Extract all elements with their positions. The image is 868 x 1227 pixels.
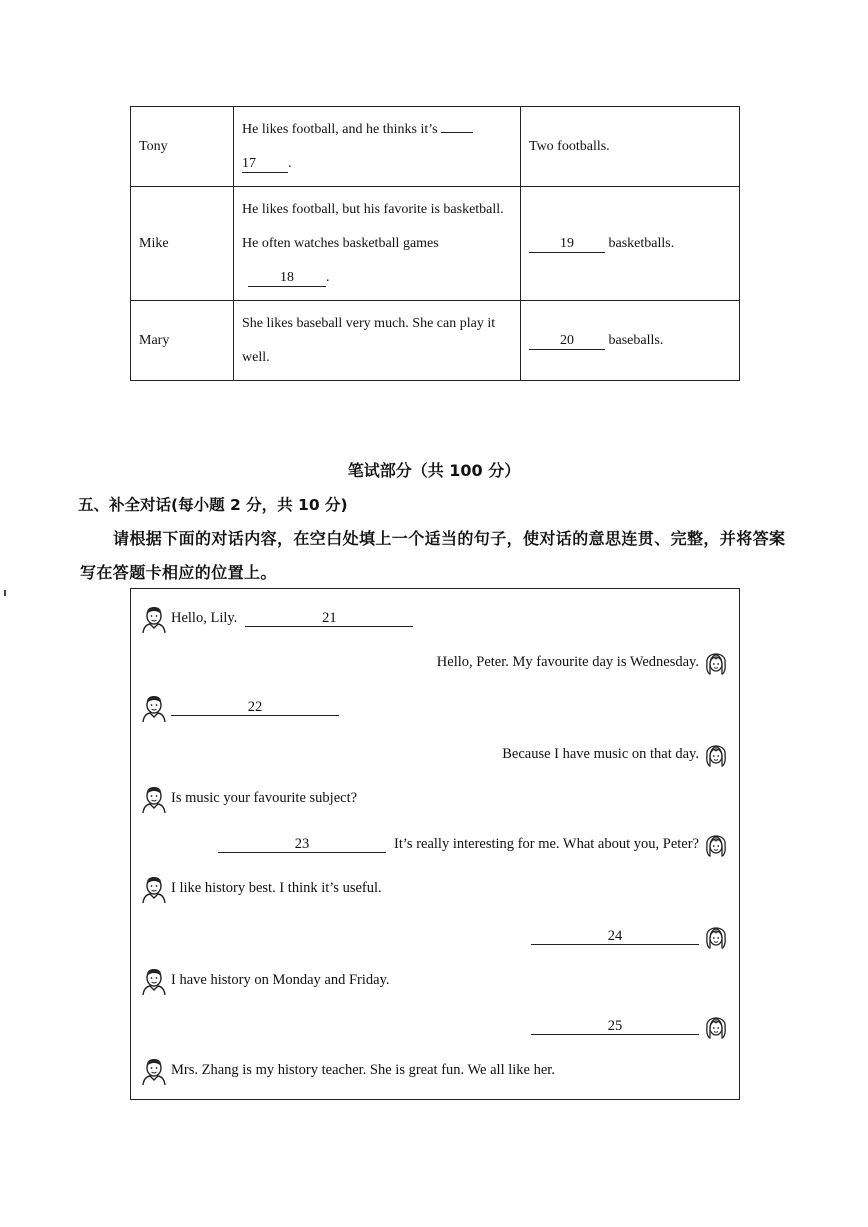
description-cell: She likes baseball very much. She can play it well. <box>234 301 521 381</box>
table-row <box>131 301 740 381</box>
answer-cell <box>521 301 740 381</box>
dialog-line-boy <box>141 873 382 903</box>
table-row <box>131 187 740 301</box>
dialog-text: I like history best. I think it’s useful. <box>171 879 382 896</box>
dialog-line-boy <box>141 783 357 813</box>
boy-face-icon <box>141 783 167 813</box>
boy-face-icon <box>141 603 167 633</box>
dialog-text: Is music your favourite subject? <box>171 789 358 806</box>
dialog-text: Because I have music on that day. <box>502 745 699 762</box>
boy-face-icon <box>141 692 167 722</box>
dialog-text: It’s really interesting for me. What about you, Peter? <box>394 835 699 852</box>
name-cell: Tony <box>131 107 234 187</box>
description-end: . <box>288 155 292 171</box>
girl-face-icon <box>703 647 729 677</box>
dialog-box <box>130 588 740 1100</box>
instructions: 请根据下面的对话内容，在空白处填上一个适当的句子，使对话的意思连贯、完整，并将答案写在答题卡相应的位置上。 <box>80 529 786 582</box>
description-cell <box>234 107 521 187</box>
answer-blank-number: 20 <box>529 333 605 350</box>
dialog-line-boy <box>141 603 413 633</box>
answer-blank-number: 18 <box>248 270 326 287</box>
name-cell: Mary <box>131 301 234 381</box>
girl-face-icon <box>703 1011 729 1041</box>
description-text: He likes football, but his favorite is basketball. He often watches basketball games <box>242 201 504 251</box>
dialog-text: I have history on Monday and Friday. <box>171 971 390 988</box>
table-row <box>131 107 740 187</box>
dialog-line-boy <box>141 692 339 722</box>
description-cell <box>234 187 521 301</box>
dialog-blank: 24 <box>531 928 699 945</box>
boy-face-icon <box>141 965 167 995</box>
section-title: 笔试部分（共 100 分） <box>347 461 521 480</box>
answer-cell <box>521 187 740 301</box>
hobby-table <box>130 106 740 381</box>
dialog-text: Hello, Peter. My favourite day is Wednesday. <box>436 653 699 670</box>
dialog-blank: 21 <box>245 610 413 627</box>
boy-face-icon <box>141 873 167 903</box>
margin-mark <box>4 590 6 596</box>
dialog-text: Hello, Lily. <box>171 609 238 626</box>
dialog-blank: 25 <box>531 1018 699 1035</box>
dialog-line-girl <box>502 739 729 769</box>
dialog-line-girl <box>531 921 729 951</box>
answer-blank-number: 19 <box>529 236 605 253</box>
boy-face-icon <box>141 1055 167 1085</box>
answer-text: baseballs. <box>608 332 664 348</box>
answer-blank-number: 17 <box>242 156 288 173</box>
answer-blank <box>441 116 473 133</box>
answer-cell: Two footballs. <box>521 107 740 187</box>
answer-text: basketballs. <box>608 235 675 251</box>
name-cell: Mike <box>131 187 234 301</box>
dialog-blank: 23 <box>218 836 386 853</box>
dialog-line-girl <box>218 829 729 859</box>
girl-face-icon <box>703 829 729 859</box>
dialog-line-girl <box>531 1011 729 1041</box>
girl-face-icon <box>703 739 729 769</box>
question-heading: 五、补全对话(每小题 2 分，共 10 分) <box>78 496 348 514</box>
description-end: . <box>326 269 330 285</box>
dialog-line-boy <box>141 965 390 995</box>
dialog-line-girl <box>437 647 729 677</box>
description-text: He likes football, and he thinks it’s <box>242 121 438 137</box>
girl-face-icon <box>703 921 729 951</box>
dialog-blank: 22 <box>171 699 339 716</box>
dialog-text: Mrs. Zhang is my history teacher. She is great fun. We all like her. <box>171 1061 555 1078</box>
dialog-line-boy <box>141 1055 555 1085</box>
